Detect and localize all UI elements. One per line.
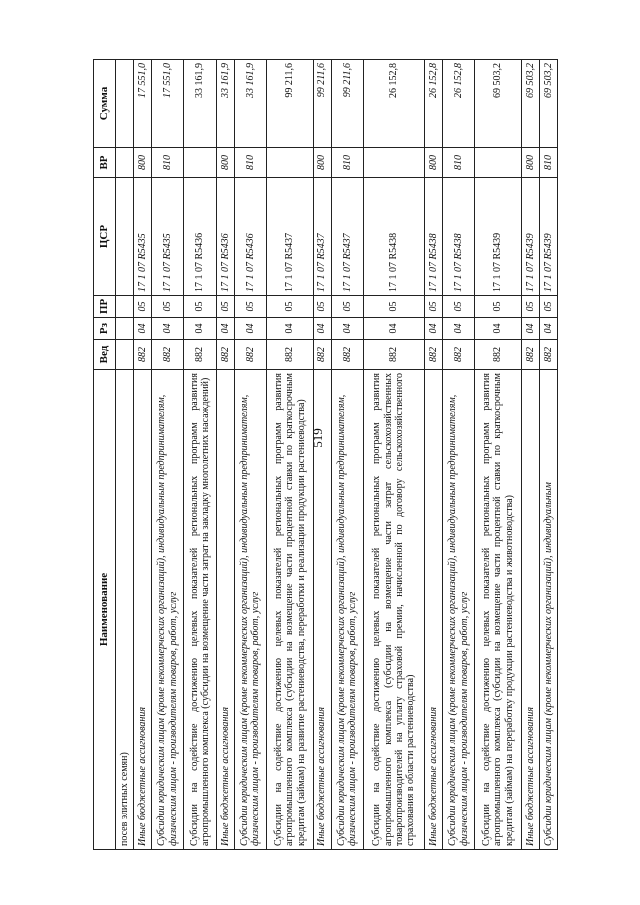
cell-vr: 810: [539, 148, 557, 178]
cell-pr: 05: [539, 296, 557, 318]
cell-rz: 04: [539, 318, 557, 340]
cell-rz: 04: [442, 318, 474, 340]
cell-rz: 04: [234, 318, 266, 340]
cell-ved: 882: [363, 340, 424, 370]
cell-rz: 04: [216, 318, 234, 340]
table-row: [331, 60, 363, 850]
cell-sum: 33 161,9: [184, 60, 216, 148]
cell-ved: 882: [267, 340, 314, 370]
cell-name: Иные бюджетные ассигнования: [216, 370, 234, 850]
cell-vr: [475, 148, 522, 178]
cell-sum: 26 152,8: [442, 60, 474, 148]
cell-sum: 26 152,8: [424, 60, 442, 148]
table-row: [313, 60, 331, 850]
cell-pr: 05: [313, 296, 331, 318]
cell-ved: 882: [216, 340, 234, 370]
cell-pr: 05: [363, 296, 424, 318]
cell-csr: 17 1 07 R5438: [424, 178, 442, 296]
cell-vr: 800: [313, 148, 331, 178]
budget-table: [93, 59, 558, 850]
cell-csr: 17 1 07 R5439: [539, 178, 557, 296]
cell-pr: 05: [267, 296, 314, 318]
cell-sum: 17 551,0: [134, 60, 152, 148]
cell-name: Субсидии юридическим лицам (кроме некоммерческих организаций), индивидуальным: [539, 370, 557, 850]
cell-ved: [116, 340, 134, 370]
cell-vr: 810: [442, 148, 474, 178]
cell-ved: 882: [424, 340, 442, 370]
cell-pr: 05: [475, 296, 522, 318]
table-row: [216, 60, 234, 850]
cell-ved: 882: [539, 340, 557, 370]
cell-vr: 810: [331, 148, 363, 178]
cell-vr: 800: [424, 148, 442, 178]
table-row: [184, 60, 216, 850]
cell-name: Субсидии на содействие достижению целевых показателей региональных программ развития агропромышленного комплекса (субсидии на возмещение части затрат сельскохозяйственных товаропроизводителей на уплату страховой премии, начисленной по договору сельскохозяйственного страхования в области растениеводства): [363, 370, 424, 850]
cell-vr: 800: [521, 148, 539, 178]
cell-csr: 17 1 07 R5436: [184, 178, 216, 296]
cell-csr: 17 1 07 R5437: [331, 178, 363, 296]
table-row: [539, 60, 557, 850]
cell-name: Иные бюджетные ассигнования: [424, 370, 442, 850]
cell-sum: 69 503,2: [521, 60, 539, 148]
rotated-table-container: [93, 60, 558, 850]
cell-vr: [116, 148, 134, 178]
cell-name: Субсидии юридическим лицам (кроме некоммерческих организаций), индивидуальным предпринимателям, физическим лицам - производителям товаров, работ, услуг: [331, 370, 363, 850]
cell-csr: 17 1 07 R5439: [475, 178, 522, 296]
cell-sum: 99 211,6: [313, 60, 331, 148]
cell-ved: 882: [475, 340, 522, 370]
cell-sum: [116, 60, 134, 148]
table-row: [152, 60, 184, 850]
cell-vr: [184, 148, 216, 178]
cell-sum: 33 161,9: [216, 60, 234, 148]
cell-name: Субсидии юридическим лицам (кроме некоммерческих организаций), индивидуальным предпринимателям, физическим лицам - производителям товаров, работ, услуг: [152, 370, 184, 850]
cell-rz: 04: [267, 318, 314, 340]
cell-rz: 04: [184, 318, 216, 340]
cell-rz: 04: [475, 318, 522, 340]
table-row: [475, 60, 522, 850]
cell-pr: 05: [442, 296, 474, 318]
cell-pr: 05: [521, 296, 539, 318]
table-row: [134, 60, 152, 850]
cell-pr: 05: [424, 296, 442, 318]
cell-pr: 05: [152, 296, 184, 318]
table-row: [363, 60, 424, 850]
cell-ved: 882: [442, 340, 474, 370]
page-number: 519: [310, 428, 325, 448]
header-rz: Рз: [94, 318, 116, 340]
cell-csr: 17 1 07 R5436: [216, 178, 234, 296]
cell-ved: 882: [331, 340, 363, 370]
cell-csr: [116, 178, 134, 296]
header-name: Наименование: [94, 370, 116, 850]
cell-vr: 810: [152, 148, 184, 178]
cell-name: Субсидии юридическим лицам (кроме некоммерческих организаций), индивидуальным предпринимателям, физическим лицам - производителям товаров, работ, услуг: [234, 370, 266, 850]
cell-pr: 05: [331, 296, 363, 318]
cell-sum: 99 211,6: [331, 60, 363, 148]
cell-ved: 882: [234, 340, 266, 370]
table-row: [521, 60, 539, 850]
cell-vr: [267, 148, 314, 178]
cell-csr: 17 1 07 R5437: [313, 178, 331, 296]
cell-sum: 69 503,2: [475, 60, 522, 148]
cell-name: Субсидии на содействие достижению целевых показателей региональных программ развития агропромышленного комплекса (субсидии на возмещение части затрат на закладку многолетних насаждений): [184, 370, 216, 850]
cell-rz: 04: [134, 318, 152, 340]
header-sum: Сумма: [94, 60, 116, 148]
cell-name: Субсидии юридическим лицам (кроме некоммерческих организаций), индивидуальным предпринимателям, физическим лицам - производителям товаров, работ, услуг: [442, 370, 474, 850]
table-body: [116, 60, 558, 850]
cell-ved: 882: [521, 340, 539, 370]
header-vr: ВР: [94, 148, 116, 178]
cell-rz: 04: [363, 318, 424, 340]
cell-pr: 05: [216, 296, 234, 318]
cell-name: посев элитных семян): [116, 370, 134, 850]
cell-sum: 69 503,2: [539, 60, 557, 148]
table-row: [116, 60, 134, 850]
cell-name: Субсидии на содействие достижению целевых показателей региональных программ развития агропромышленного комплекса (субсидии на возмещение части процентной ставки по краткосрочным кредитам (займам) на переработку продукции растениеводства и животноводства): [475, 370, 522, 850]
cell-csr: 17 1 07 R5438: [442, 178, 474, 296]
cell-vr: 800: [134, 148, 152, 178]
cell-name: Субсидии на содействие достижению целевых показателей региональных программ развития агропромышленного комплекса (субсидии на возмещение части процентной ставки по краткосрочным кредитам (займам) на развитие растениеводства, переработки и реализации продукции растениеводства): [267, 370, 314, 850]
cell-csr: 17 1 07 R5439: [521, 178, 539, 296]
cell-sum: 33 161,9: [234, 60, 266, 148]
cell-vr: 810: [234, 148, 266, 178]
table-row: [267, 60, 314, 850]
cell-rz: 04: [521, 318, 539, 340]
cell-ved: 882: [134, 340, 152, 370]
header-csr: ЦСР: [94, 178, 116, 296]
cell-pr: 05: [134, 296, 152, 318]
header-ved: Вед: [94, 340, 116, 370]
cell-rz: 04: [331, 318, 363, 340]
cell-csr: 17 1 07 R5436: [234, 178, 266, 296]
table-row: [234, 60, 266, 850]
cell-rz: 04: [152, 318, 184, 340]
cell-vr: [363, 148, 424, 178]
cell-vr: 800: [216, 148, 234, 178]
cell-name: Иные бюджетные ассигнования: [521, 370, 539, 850]
table-header-row: [94, 60, 116, 850]
cell-sum: 26 152,8: [363, 60, 424, 148]
header-pr: ПР: [94, 296, 116, 318]
cell-pr: 05: [184, 296, 216, 318]
cell-name: Иные бюджетные ассигнования: [134, 370, 152, 850]
cell-csr: 17 1 07 R5438: [363, 178, 424, 296]
cell-csr: 17 1 07 R5437: [267, 178, 314, 296]
table-row: [442, 60, 474, 850]
cell-ved: 882: [152, 340, 184, 370]
cell-sum: 99 211,6: [267, 60, 314, 148]
cell-rz: 04: [424, 318, 442, 340]
cell-rz: [116, 318, 134, 340]
cell-csr: 17 1 07 R5435: [152, 178, 184, 296]
cell-ved: 882: [184, 340, 216, 370]
cell-pr: [116, 296, 134, 318]
cell-name: Иные бюджетные ассигнования: [313, 370, 331, 850]
cell-ved: 882: [313, 340, 331, 370]
table-row: [424, 60, 442, 850]
cell-rz: 04: [313, 318, 331, 340]
cell-pr: 05: [234, 296, 266, 318]
cell-sum: 17 551,0: [152, 60, 184, 148]
cell-csr: 17 1 07 R5435: [134, 178, 152, 296]
